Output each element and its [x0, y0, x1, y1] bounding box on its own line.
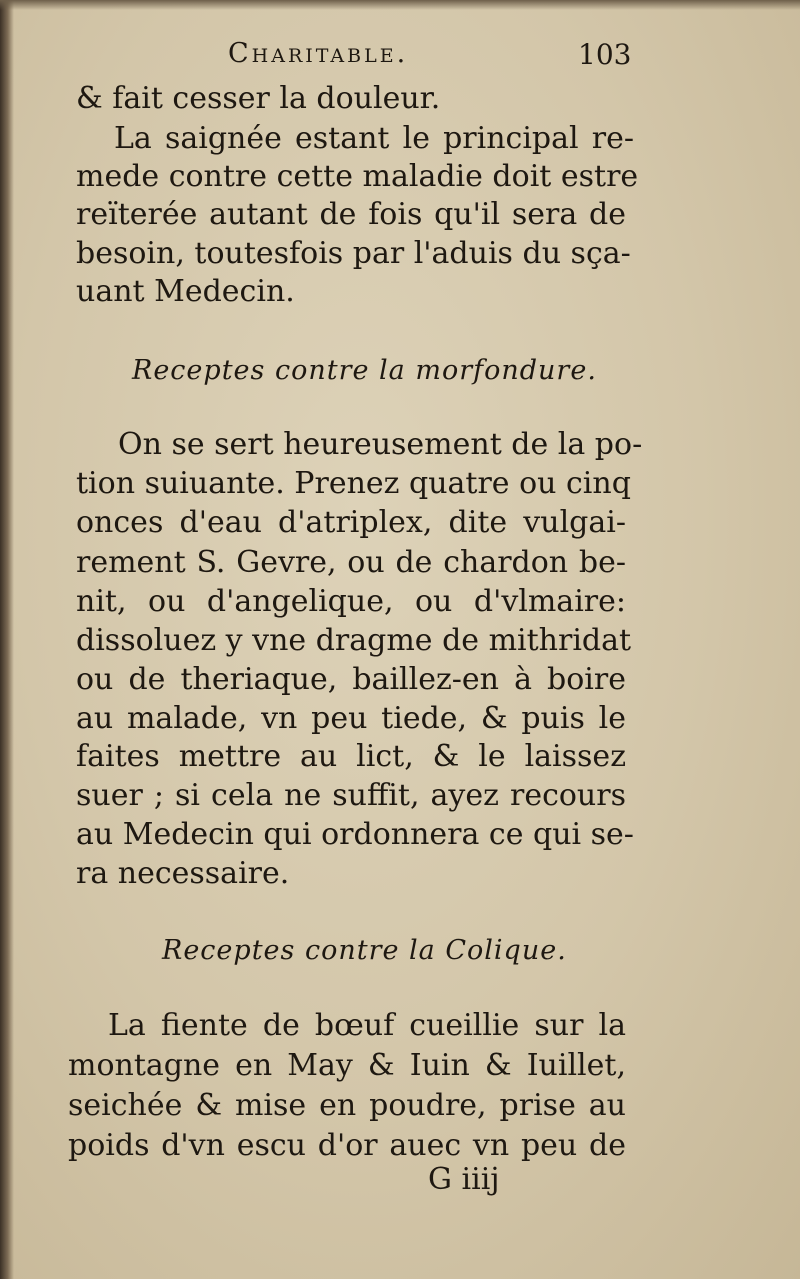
text-line: tion suiuante. Prenez quatre ou cinq	[76, 466, 631, 501]
text-line: nit, ou d'angelique, ou d'vlmaire:	[76, 584, 626, 619]
text-line: La saignée estant le principal re-	[114, 121, 634, 156]
text-line: poids d'vn escu d'or auec vn peu de	[68, 1128, 626, 1163]
text-line: ou de theriaque, baillez-en à boire	[76, 662, 626, 697]
text-line: ra necessaire.	[76, 856, 290, 891]
binding-gutter	[0, 0, 14, 1279]
page-number: 103	[578, 38, 632, 71]
text-line: montagne en May & Iuin & Iuillet,	[68, 1048, 626, 1083]
running-title: Charitable.	[228, 38, 409, 69]
text-line: dissoluez y vne dragme de mithridat	[76, 623, 632, 658]
text-line: onces d'eau d'atriplex, dite vulgai-	[76, 505, 626, 540]
text-line: faites mettre au lict, & le laissez	[76, 739, 626, 774]
text-line: rement S. Gevre, ou de chardon be-	[76, 545, 626, 580]
text-line: reïterée autant de fois qu'il sera de	[76, 197, 626, 232]
page-edge-shadow	[0, 0, 800, 10]
text-line: besoin, toutesfois par l'aduis du sça-	[76, 236, 631, 271]
section-heading: Receptes contre la Colique.	[162, 935, 567, 966]
text-line: & fait cesser la douleur.	[76, 81, 441, 116]
text-line: uant Medecin.	[76, 274, 295, 309]
text-line: mede contre cette maladie doit estre	[76, 159, 639, 194]
text-line: On se sert heureusement de la po-	[118, 427, 643, 462]
text-line: seichée & mise en poudre, prise au	[68, 1088, 626, 1123]
text-line: La fiente de bœuf cueillie sur la	[108, 1008, 626, 1043]
signature-mark: G iiij	[428, 1162, 500, 1197]
text-line: au Medecin qui ordonnera ce qui se-	[76, 817, 634, 852]
text-line: au malade, vn peu tiede, & puis le	[76, 701, 626, 736]
section-heading: Receptes contre la morfondure.	[132, 355, 597, 386]
text-line: suer ; si cela ne suffit, ayez recours	[76, 778, 626, 813]
